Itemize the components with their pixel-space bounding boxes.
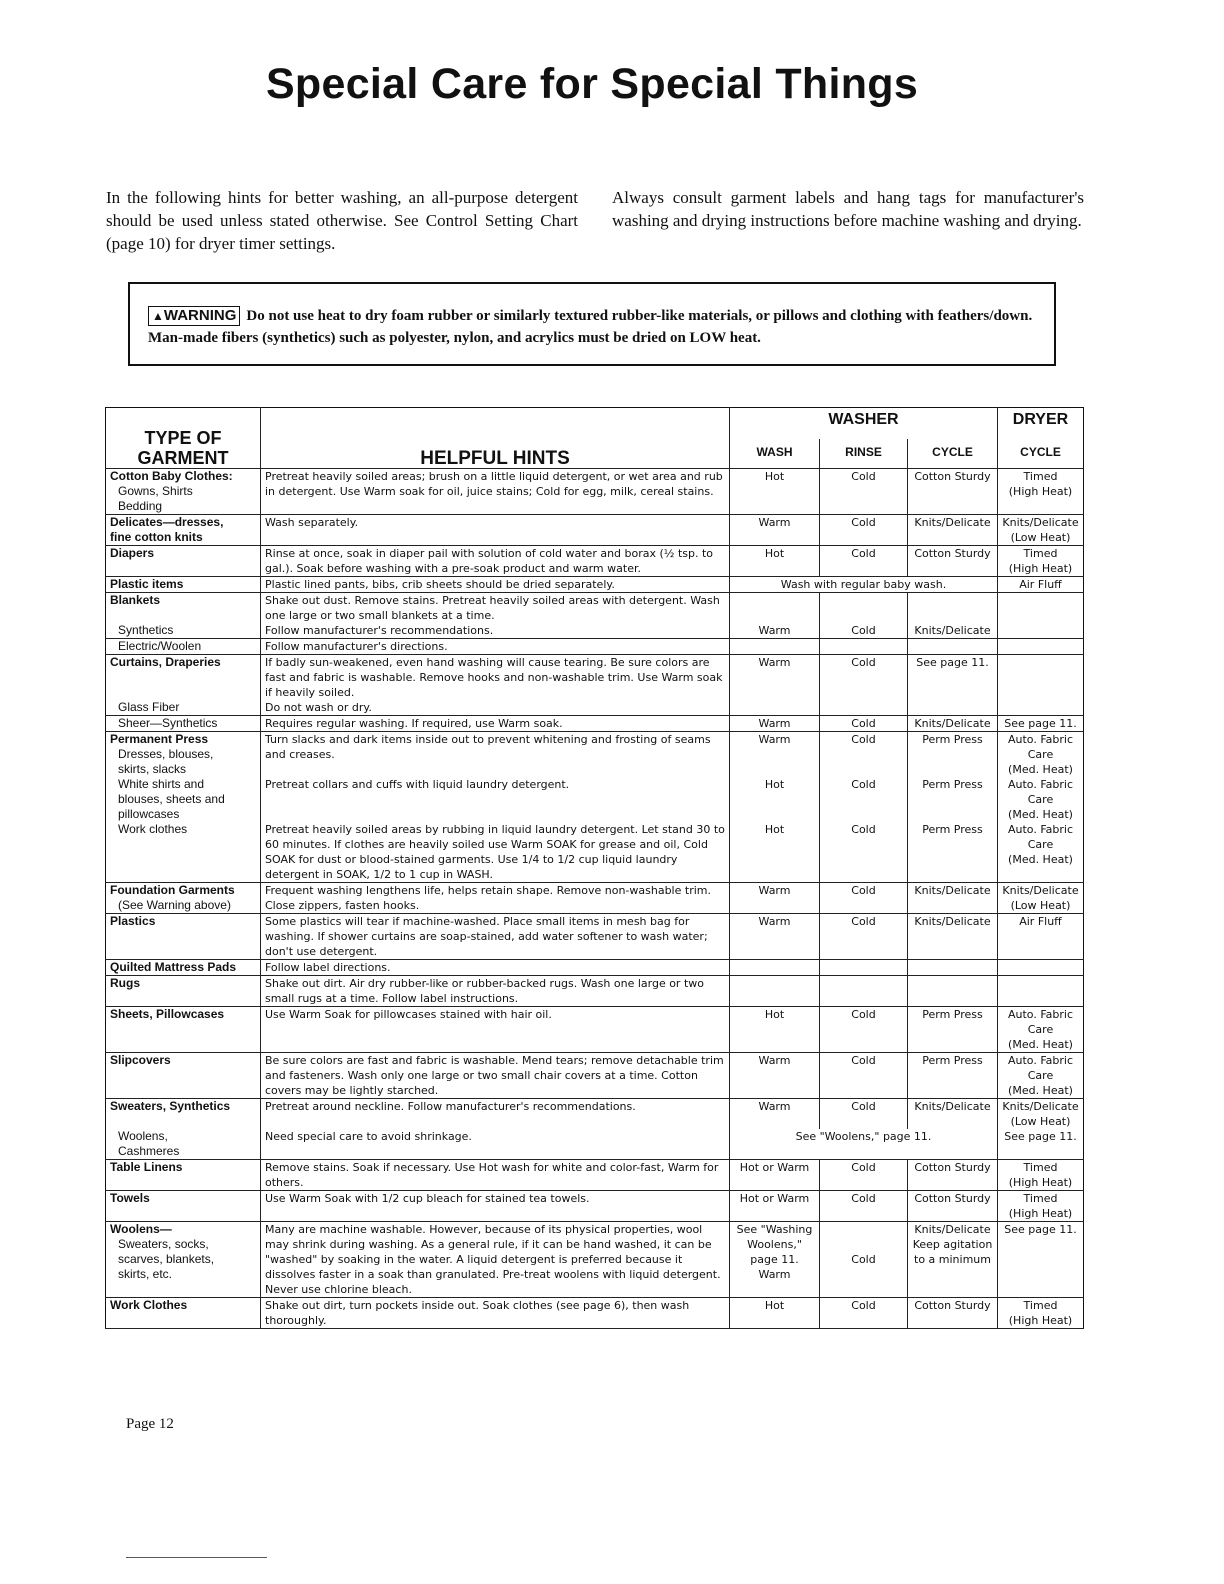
table-row <box>106 639 1084 655</box>
cycle-cell: Perm Press <box>908 1053 998 1099</box>
wash-cell: Warm <box>730 1099 820 1130</box>
cycle-cell <box>908 639 998 655</box>
table-row <box>106 1160 1084 1191</box>
garment-type: Woolens— <box>110 1222 172 1236</box>
garment-type: Delicates—dresses, fine cotton knits <box>110 515 224 544</box>
garment-type: Rugs <box>110 976 140 990</box>
cycle-cell: Perm Press <box>908 777 998 822</box>
rinse-cell: Cold <box>820 822 908 883</box>
table-row <box>106 1298 1084 1329</box>
table-row <box>106 515 1084 546</box>
cycle-cell: Cotton Sturdy <box>908 1298 998 1329</box>
table-row <box>106 976 1084 1007</box>
hint-cell: Requires regular washing. If required, use Warm soak. <box>261 716 730 732</box>
hint-cell: Shake out dirt, turn pockets inside out. Soak clothes (see page 6), then wash thoroughly. <box>261 1298 730 1329</box>
wash-cell: Warm <box>730 1053 820 1099</box>
garment-type: Work Clothes <box>110 1298 188 1312</box>
garment-cell <box>106 639 261 655</box>
cycle-cell: Knits/Delicate <box>908 883 998 914</box>
table-row <box>106 914 1084 960</box>
hint-cell: Do not wash or dry. <box>261 700 730 716</box>
warning-text: Do not use heat to dry foam rubber or similarly textured rubber-like materials, or pillows and clothing with feathers/down. Man-made fibers (synthetics) such as polyester, nylon, and acrylics must be dried on LOW heat. <box>148 308 1033 346</box>
wash-cell: Warm <box>730 623 820 639</box>
rinse-cell: Cold <box>820 546 908 577</box>
wash-cell: Warm <box>730 732 820 778</box>
cycle-cell: Cotton Sturdy <box>908 1160 998 1191</box>
hint-cell: Pretreat collars and cuffs with liquid laundry detergent. <box>261 777 730 822</box>
header-wash: WASH <box>730 439 820 468</box>
rinse-cell: Cold <box>820 623 908 639</box>
garment-cell <box>106 515 261 546</box>
dryer-cell: Timed (High Heat) <box>998 469 1084 515</box>
warning-box <box>128 282 1056 366</box>
garment-cell <box>106 577 261 593</box>
table-row <box>106 716 1084 732</box>
table-row <box>106 469 1084 515</box>
footer-rule <box>126 1557 267 1558</box>
rinse-cell <box>820 976 908 1007</box>
rinse-cell: Cold <box>820 914 908 960</box>
hint-cell: Pretreat around neckline. Follow manufacturer's recommendations. <box>261 1099 730 1130</box>
garment-cell <box>106 822 261 883</box>
garment-cell <box>106 976 261 1007</box>
garment-cell <box>106 777 261 822</box>
garment-cell <box>106 716 261 732</box>
page-number: Page 12 <box>126 1416 174 1432</box>
hint-cell: Follow manufacturer's directions. <box>261 639 730 655</box>
garment-cell <box>106 655 261 701</box>
garment-type: Quilted Mattress Pads <box>110 960 237 974</box>
wash-cell: Warm <box>730 883 820 914</box>
rinse-cell <box>820 700 908 716</box>
hint-cell: Frequent washing lengthens life, helps retain shape. Remove non-washable trim. Close zippers, fasten hooks. <box>261 883 730 914</box>
rinse-cell: Cold <box>820 1222 908 1298</box>
wash-cell: Warm <box>730 914 820 960</box>
dryer-cell: Timed (High Heat) <box>998 1298 1084 1329</box>
garment-subtype: Synthetics <box>118 623 174 637</box>
garment-subtype: Gowns, Shirts Bedding <box>118 484 193 513</box>
rinse-cell: Cold <box>820 716 908 732</box>
table-row <box>106 577 1084 593</box>
dryer-cell: See page 11. <box>998 1222 1084 1298</box>
cycle-cell: Cotton Sturdy <box>908 469 998 515</box>
header-rinse: RINSE <box>820 439 908 468</box>
garment-subtype: Electric/Woolen <box>118 639 202 653</box>
table-row <box>106 546 1084 577</box>
garment-type: Diapers <box>110 546 155 560</box>
garment-cell <box>106 960 261 976</box>
cycle-cell: Perm Press <box>908 822 998 883</box>
cycle-cell: Cotton Sturdy <box>908 1191 998 1222</box>
wash-cell <box>730 700 820 716</box>
table-row <box>106 623 1084 639</box>
garment-subtype: White shirts and blouses, sheets and pillowcases <box>118 777 225 821</box>
rinse-cell: Cold <box>820 777 908 822</box>
dryer-cell: Auto. Fabric Care (Med. Heat) <box>998 1007 1084 1053</box>
dryer-cell: Knits/Delicate (Low Heat) <box>1002 1100 1079 1128</box>
cycle-cell: Knits/Delicate <box>908 623 998 639</box>
hint-cell: Turn slacks and dark items inside out to prevent whitening and frosting of seams and creases. <box>261 732 730 778</box>
garment-cell <box>106 914 261 960</box>
header-dryer: DRYER <box>998 408 1084 440</box>
header-dryer-cycle: CYCLE <box>998 439 1084 468</box>
header-type-line1: TYPE OF <box>144 428 222 448</box>
cycle-cell: Knits/Delicate Keep agitation to a minimum <box>908 1222 998 1298</box>
cycle-cell: See page 11. <box>908 655 998 701</box>
dryer-cell: Auto. Fabric Care (Med. Heat) <box>1007 733 1073 776</box>
cycle-cell <box>908 976 998 1007</box>
cycle-cell: Perm Press <box>908 1007 998 1053</box>
table-row <box>106 732 1084 778</box>
wash-cell: Warm <box>730 716 820 732</box>
rinse-cell <box>820 639 908 655</box>
table-row <box>106 593 1084 624</box>
care-table <box>105 407 1084 1329</box>
garment-cell <box>106 1007 261 1053</box>
wash-cell <box>730 976 820 1007</box>
garment-cell <box>106 700 261 716</box>
dryer-cell <box>998 639 1084 655</box>
table-row <box>106 883 1084 914</box>
dryer-cell: Timed (High Heat) <box>998 546 1084 577</box>
garment-type: Blankets <box>110 593 161 607</box>
garment-cell <box>106 546 261 577</box>
table-row <box>106 1099 1084 1130</box>
header-type-line2: GARMENT <box>137 448 229 468</box>
garment-type: Foundation Garments <box>110 883 235 897</box>
rinse-cell: Cold <box>820 732 908 778</box>
cycle-cell: Knits/Delicate <box>908 716 998 732</box>
dryer-cell <box>998 700 1084 716</box>
rinse-cell <box>820 593 908 624</box>
dryer-cell: Air Fluff <box>998 914 1084 960</box>
hint-cell: Pretreat heavily soiled areas; brush on a little liquid detergent, or wet area and rub in detergent. Use Warm soak for oil, juice stains; Cold for egg, milk, cereal stains. <box>261 469 730 515</box>
hint-cell: Be sure colors are fast and fabric is washable. Mend tears; remove detachable trim and fasteners. Wash only one large or two small chair covers at a time. Cotton covers may be lightly starched. <box>261 1053 730 1099</box>
dryer-cell: Knits/Delicate (Low Heat) <box>998 515 1084 546</box>
hint-cell: Pretreat heavily soiled areas by rubbing in liquid laundry detergent. Let stand 30 to 60 minutes. If clothes are heavily soiled use Warm SOAK for grease and oil, Cold SOAK for dust or blood-stained garments. Use 1/4 to 1/2 cup liquid laundry detergent in SOAK, 1/2 to 1 cup in WASH. <box>261 822 730 883</box>
cycle-cell: Perm Press <box>908 732 998 778</box>
rinse-cell: Cold <box>820 1191 908 1222</box>
header-type-of-garment <box>106 408 261 469</box>
hint-cell: Shake out dust. Remove stains. Pretreat heavily soiled areas with detergent. Wash one large or two small blankets at a time. <box>261 593 730 624</box>
wash-cell: Warm <box>730 515 820 546</box>
rinse-cell: Cold <box>820 515 908 546</box>
rinse-cell <box>820 960 908 976</box>
table-row <box>106 700 1084 716</box>
hint-cell: Need special care to avoid shrinkage. <box>261 1129 730 1160</box>
table-row <box>106 822 1084 883</box>
header-cycle: CYCLE <box>908 439 998 468</box>
rinse-cell: Cold <box>820 883 908 914</box>
wash-cell: Hot <box>730 777 820 822</box>
garment-type: Curtains, Draperies <box>110 655 221 669</box>
hint-cell: Remove stains. Soak if necessary. Use Hot wash for white and color-fast, Warm for others. <box>261 1160 730 1191</box>
table-row <box>106 1222 1084 1298</box>
table-row <box>106 1007 1084 1053</box>
rinse-cell: Cold <box>820 469 908 515</box>
hint-cell: Many are machine washable. However, because of its physical properties, wool may shrink during washing. As a general rule, if it can be hand washed, it can be "washed" by soaking in the water. A liquid detergent is preferred because it dissolves faster in a soak than granulated. Pre-treat woolens with liquid detergent. Never use chlorine bleach. <box>261 1222 730 1298</box>
wash-cell: Hot <box>730 822 820 883</box>
dryer-cell <box>998 960 1084 976</box>
cycle-cell: Knits/Delicate <box>908 914 998 960</box>
wash-cell: Hot <box>730 1007 820 1053</box>
hint-cell: If badly sun-weakened, even hand washing will cause tearing. Be sure colors are fast and fabric is washable. Remove hooks and non-washable trim. Use Warm soak if heavily soiled. <box>261 655 730 701</box>
garment-cell <box>106 593 261 624</box>
header-washer: WASHER <box>730 408 998 440</box>
dryer-cell: Air Fluff <box>998 577 1084 593</box>
garment-subtype: Woolens, Cashmeres <box>118 1129 180 1158</box>
garment-cell <box>106 1053 261 1099</box>
cycle-cell <box>908 960 998 976</box>
warning-triangle-icon: ▲ <box>152 309 164 323</box>
cycle-cell: Knits/Delicate <box>908 1099 998 1130</box>
wash-cell: Warm <box>730 655 820 701</box>
garment-subtype: Dresses, blouses, skirts, slacks <box>118 747 214 776</box>
table-row <box>106 1129 1084 1160</box>
garment-type: Slipcovers <box>110 1053 171 1067</box>
garment-cell <box>106 1099 261 1130</box>
hint-cell: Wash separately. <box>261 515 730 546</box>
garment-subtype: Work clothes <box>118 822 188 836</box>
cycle-cell <box>908 700 998 716</box>
dryer-cell: See page 11. <box>998 716 1084 732</box>
dryer-cell: Timed (High Heat) <box>998 1160 1084 1191</box>
garment-type: Permanent Press <box>110 732 209 746</box>
wash-cell: Hot <box>730 1298 820 1329</box>
cycle-cell: Knits/Delicate <box>908 515 998 546</box>
dryer-cell: Knits/Delicate (Low Heat) <box>998 883 1084 914</box>
page-title: Special Care for Special Things <box>265 60 919 108</box>
wash-cell: Hot or Warm <box>730 1191 820 1222</box>
table-row <box>106 655 1084 701</box>
hint-cell: Rinse at once, soak in diaper pail with solution of cold water and borax (½ tsp. to gal.). Soak before washing with a pre-soak product and warm water. <box>261 546 730 577</box>
rinse-cell: Cold <box>820 1053 908 1099</box>
hint-cell: Plastic lined pants, bibs, crib sheets should be dried separately. <box>261 577 730 593</box>
table-row <box>106 1053 1084 1099</box>
wash-cell: See "Washing Woolens," page 11. Warm <box>730 1222 820 1298</box>
garment-type: Table Linens <box>110 1160 183 1174</box>
wash-cell: Hot or Warm <box>730 1160 820 1191</box>
garment-type: Plastic items <box>110 577 184 591</box>
rinse-cell: Cold <box>820 1099 908 1130</box>
wash-cell <box>730 639 820 655</box>
washer-span-cell: See "Woolens," page 11. <box>730 1129 998 1160</box>
garment-cell <box>106 1191 261 1222</box>
warning-badge-label: WARNING <box>163 307 237 324</box>
hint-cell: Use Warm Soak with 1/2 cup bleach for stained tea towels. <box>261 1191 730 1222</box>
table-row <box>106 777 1084 822</box>
garment-cell <box>106 1222 261 1298</box>
garment-type: Plastics <box>110 914 156 928</box>
garment-cell <box>106 732 261 778</box>
dryer-cell: Auto. Fabric Care (Med. Heat) <box>998 1053 1084 1099</box>
dryer-cell: Auto. Fabric Care (Med. Heat) <box>998 822 1084 883</box>
garment-subtype: Sheer—Synthetics <box>118 716 218 730</box>
warning-badge <box>148 306 240 326</box>
rinse-cell: Cold <box>820 1298 908 1329</box>
garment-subtype: Glass Fiber <box>118 700 180 714</box>
garment-type: Towels <box>110 1191 150 1205</box>
wash-cell <box>730 960 820 976</box>
hint-cell: Shake out dirt. Air dry rubber-like or rubber-backed rugs. Wash one large or two small rugs at a time. Follow label instructions. <box>261 976 730 1007</box>
hint-cell: Follow label directions. <box>261 960 730 976</box>
garment-subtype: (See Warning above) <box>118 898 231 912</box>
dryer-cell: See page 11. <box>998 1129 1084 1160</box>
dryer-cell: Auto. Fabric Care (Med. Heat) <box>1007 778 1073 821</box>
dryer-cell <box>998 623 1084 639</box>
intro-paragraph-left: In the following hints for better washing, an all-purpose detergent should be used unless stated otherwise. See Control Setting Chart (page 10) for dryer timer settings. <box>106 188 578 253</box>
garment-cell <box>106 1298 261 1329</box>
hint-cell: Use Warm Soak for pillowcases stained with hair oil. <box>261 1007 730 1053</box>
wash-cell: Hot <box>730 546 820 577</box>
garment-type: Sweaters, Synthetics <box>110 1099 231 1113</box>
rinse-cell: Cold <box>820 655 908 701</box>
rinse-cell: Cold <box>820 1160 908 1191</box>
header-helpful-hints: HELPFUL HINTS <box>261 408 730 469</box>
dryer-cell <box>998 976 1084 1007</box>
dryer-cell <box>998 593 1084 624</box>
hint-cell: Follow manufacturer's recommendations. <box>261 623 730 639</box>
garment-cell <box>106 883 261 914</box>
garment-cell <box>106 469 261 515</box>
garment-type: Cotton Baby Clothes: <box>110 469 233 483</box>
wash-cell: Hot <box>730 469 820 515</box>
cycle-cell: Cotton Sturdy <box>908 546 998 577</box>
intro-paragraph-right: Always consult garment labels and hang tags for manufacturer's washing and drying instructions before machine washing and drying. <box>612 188 1084 230</box>
wash-cell <box>730 593 820 624</box>
garment-cell <box>106 1160 261 1191</box>
hint-cell: Some plastics will tear if machine-washed. Place small items in mesh bag for washing. If shower curtains are soap-stained, add water softener to wash water; don't use detergent. <box>261 914 730 960</box>
washer-span-cell: Wash with regular baby wash. <box>730 577 998 593</box>
table-row <box>106 1191 1084 1222</box>
garment-cell <box>106 623 261 639</box>
dryer-cell: Timed (High Heat) <box>998 1191 1084 1222</box>
table-row <box>106 960 1084 976</box>
garment-subtype: Sweaters, socks, scarves, blankets, skirts, etc. <box>118 1237 215 1281</box>
cycle-cell <box>908 593 998 624</box>
dryer-cell <box>998 655 1084 701</box>
garment-cell <box>106 1129 261 1160</box>
rinse-cell: Cold <box>820 1007 908 1053</box>
garment-type: Sheets, Pillowcases <box>110 1007 225 1021</box>
